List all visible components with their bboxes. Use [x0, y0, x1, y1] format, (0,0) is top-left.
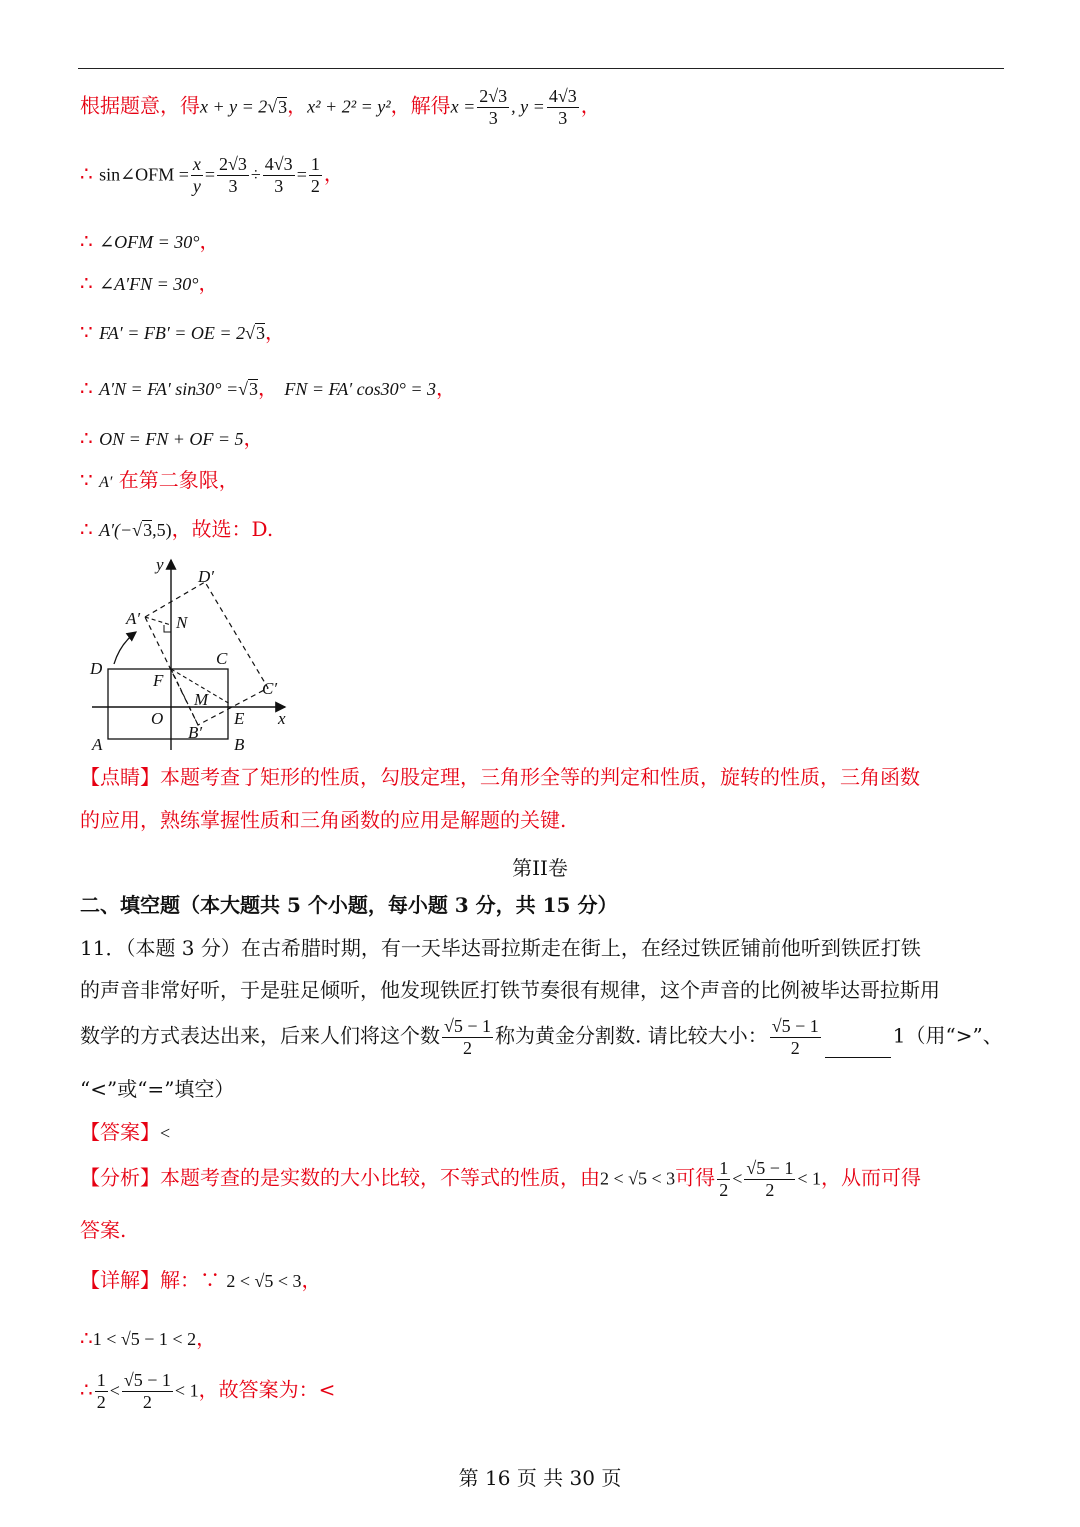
text: ， [243, 426, 264, 450]
math: sin∠OFM = [99, 164, 189, 185]
rotation-arrow [114, 632, 136, 664]
text: 在第二象限， [118, 468, 239, 492]
fraction: $\frac{√5 - 1}{2}$ [123, 1370, 171, 1412]
math: ÷ [250, 164, 261, 185]
math: ∠OFM = 30° [99, 232, 200, 252]
therefore-symbol: ∴ [80, 271, 93, 295]
text: ， [198, 271, 219, 295]
math: 3 [278, 96, 288, 117]
text: 称为黄金分割数. 请比较大小： [495, 1023, 768, 1048]
label-A-prime: A′ [126, 609, 141, 628]
math: x + y = 2 [200, 96, 268, 117]
header-rule [78, 68, 1004, 69]
text: ， [323, 161, 344, 186]
detail-line-2 [80, 1328, 216, 1348]
math: 1 < √5 − 1 < 2 [92, 1329, 197, 1349]
math: 2 < √5 < 3 [600, 1168, 676, 1189]
solution-line-5: ∵ FA′ = FB′ = OE = 2√3， [80, 320, 285, 344]
text: 根据题意，得 [80, 93, 200, 118]
comment-line-2 [80, 810, 566, 830]
label-N: N [176, 613, 188, 632]
comment-tag: 【点睛】 [80, 765, 160, 789]
text: 数学的方式表达出来，后来人们将这个数 [80, 1023, 440, 1048]
math: A′(− [99, 520, 133, 540]
math: 3 [255, 323, 265, 343]
rectangle-ABCD [108, 669, 228, 739]
golden-ratio-fraction: $\frac{√5 - 1}{2}$ [771, 1016, 819, 1058]
math: ∠A′FN = 30° [99, 274, 199, 294]
label-C: C [216, 649, 228, 668]
label-C-prime: C′ [262, 679, 278, 698]
text: ， [264, 320, 285, 344]
therefore-symbol: ∴ [80, 161, 93, 186]
because-symbol: ∵ [200, 1268, 220, 1292]
fraction: $\frac{√5 - 1}{2}$ [746, 1158, 794, 1200]
text: 解： [160, 1268, 200, 1292]
solution-line-8 [80, 470, 239, 491]
volume-title: 第II卷 [512, 856, 568, 880]
analysis-line-1 [80, 1158, 921, 1200]
detail-tag: 【详解】 [80, 1268, 160, 1292]
label-O: O [151, 709, 164, 728]
label-D-prime: D′ [198, 567, 214, 586]
therefore-symbol: ∴ [80, 426, 93, 450]
fraction: $\frac{2√3}{3}$ [479, 86, 508, 128]
solution-line-3 [80, 231, 220, 251]
math: 3 [143, 520, 153, 540]
math: 3 [249, 379, 259, 399]
solution-line-9: ∴ A′(−√3,5)，故选：D. [80, 517, 274, 541]
fraction: $\frac{4√3}{3}$ [264, 154, 293, 196]
question-11-line-3 [80, 1016, 1003, 1058]
comment-line-1 [80, 767, 920, 787]
label-B-prime: B′ [188, 723, 203, 742]
text: ，从而可得 [821, 1165, 922, 1190]
because-symbol: ∵ [80, 468, 93, 492]
math: = [296, 164, 307, 185]
text: ， [196, 1326, 217, 1350]
answer-tag: 【答案】 [80, 1120, 160, 1144]
text: ， [258, 376, 279, 400]
question-11-line-1: 11．（本题 3 分）在古希腊时期，有一天毕达哥拉斯走在街上，在经过铁匠铺前他听到铁匠打铁 [80, 936, 921, 960]
answer-blank [825, 1039, 891, 1058]
math: < [732, 1168, 743, 1189]
text: 可得 [675, 1165, 716, 1190]
detail-line-1 [80, 1270, 322, 1290]
therefore-symbol: ∴ [80, 517, 93, 541]
right-angle-mark [164, 625, 171, 632]
label-B: B [234, 735, 245, 754]
therefore-symbol: ∴ [80, 1377, 93, 1402]
math: FA′ = FB′ = OE = 2 [99, 323, 246, 343]
math: FN = FA′ cos30° = 3 [284, 379, 436, 399]
math: A′ [99, 474, 113, 491]
solution-line-1: 根据题意，得x + y = 2√3，x² + 2² = y²，解得x = $\frac{2√3}{3}$ , y = $\frac{4√3}{3}$ ， [80, 86, 601, 128]
fraction: $\frac{4√3}{3}$ [548, 86, 577, 128]
math: < 1 [174, 1380, 199, 1401]
math: = [204, 164, 216, 185]
because-symbol: ∵ [80, 320, 93, 344]
math: x = [450, 96, 476, 117]
detail-line-3 [80, 1370, 335, 1412]
solution-line-2 [80, 154, 344, 196]
math: < 1 [797, 1168, 822, 1189]
question-11-line-4: “<”或“=”填空） [80, 1077, 235, 1101]
fraction: $\frac{1}{2}$ [719, 1158, 729, 1200]
math: ON = FN + OF = 5 [99, 429, 244, 449]
solution-line-6: ∴ A′N = FA′ sin30° =√3， FN = FA′ cos30° = 3， [80, 376, 456, 400]
label-F: F [153, 671, 164, 690]
text: 1（用“>”、 [892, 1023, 1003, 1048]
fraction: $\frac{2√3}{3}$ [219, 154, 247, 196]
solution-line-4 [80, 273, 218, 293]
text: 本题考查了矩形的性质，勾股定理，三角形全等的判定和性质，旋转的性质，三角函数 [160, 765, 920, 789]
question-11-line-2: 的声音非常好听，于是驻足倾听，他发现铁匠打铁节奏很有规律，这个声音的比例被毕达哥拉斯用 [80, 978, 940, 1002]
text: ， [580, 93, 601, 118]
fraction: $\frac{1}{2}$ [310, 154, 320, 196]
fraction: $\frac{x}{y}$ [192, 154, 201, 196]
math: ,5) [152, 520, 172, 540]
page-footer: 第 16 页 共 30 页 [458, 1466, 622, 1490]
text: 本题考查的是实数的大小比较，不等式的性质，由 [160, 1165, 600, 1190]
label-x: x [278, 709, 286, 728]
math: x² + 2² = y² [307, 96, 391, 117]
text: ，故选：D. [171, 517, 274, 541]
label-M: M [194, 690, 209, 709]
text: ， [301, 1268, 322, 1292]
therefore-symbol: ∴ [80, 376, 93, 400]
therefore-symbol: ∴ [80, 229, 93, 253]
analysis-tag: 【分析】 [80, 1165, 160, 1190]
text: ， [435, 376, 456, 400]
answer-line [80, 1122, 170, 1142]
text: ， [199, 229, 220, 253]
math: 2 < √5 < 3 [226, 1271, 302, 1291]
text: 的应用，熟练掌握性质和三角函数的应用是解题的关键. [80, 808, 567, 832]
segment-AprimeN [145, 617, 171, 625]
geometry-diagram [80, 552, 310, 757]
text: ，故答案为：< [198, 1377, 336, 1402]
math: A′N = FA′ sin30° = [99, 379, 239, 399]
therefore-symbol: ∴ [80, 1326, 93, 1350]
section-heading: 二、填空题（本大题共 5 个小题，每小题 3 分，共 15 分） [80, 893, 618, 917]
solution-line-7 [80, 428, 264, 448]
text: ， [287, 93, 308, 118]
math: , y = [511, 96, 545, 117]
label-A: A [92, 735, 103, 754]
label-y: y [156, 555, 164, 574]
text: ，解得 [390, 93, 451, 118]
analysis-line-2: 答案. [80, 1218, 127, 1242]
math: < [109, 1380, 120, 1401]
golden-ratio-fraction: $\frac{√5 - 1}{2}$ [444, 1016, 492, 1058]
label-D: D [90, 659, 103, 678]
fraction: $\frac{1}{2}$ [96, 1370, 106, 1412]
answer-value: < [160, 1123, 171, 1143]
label-E: E [234, 709, 245, 728]
